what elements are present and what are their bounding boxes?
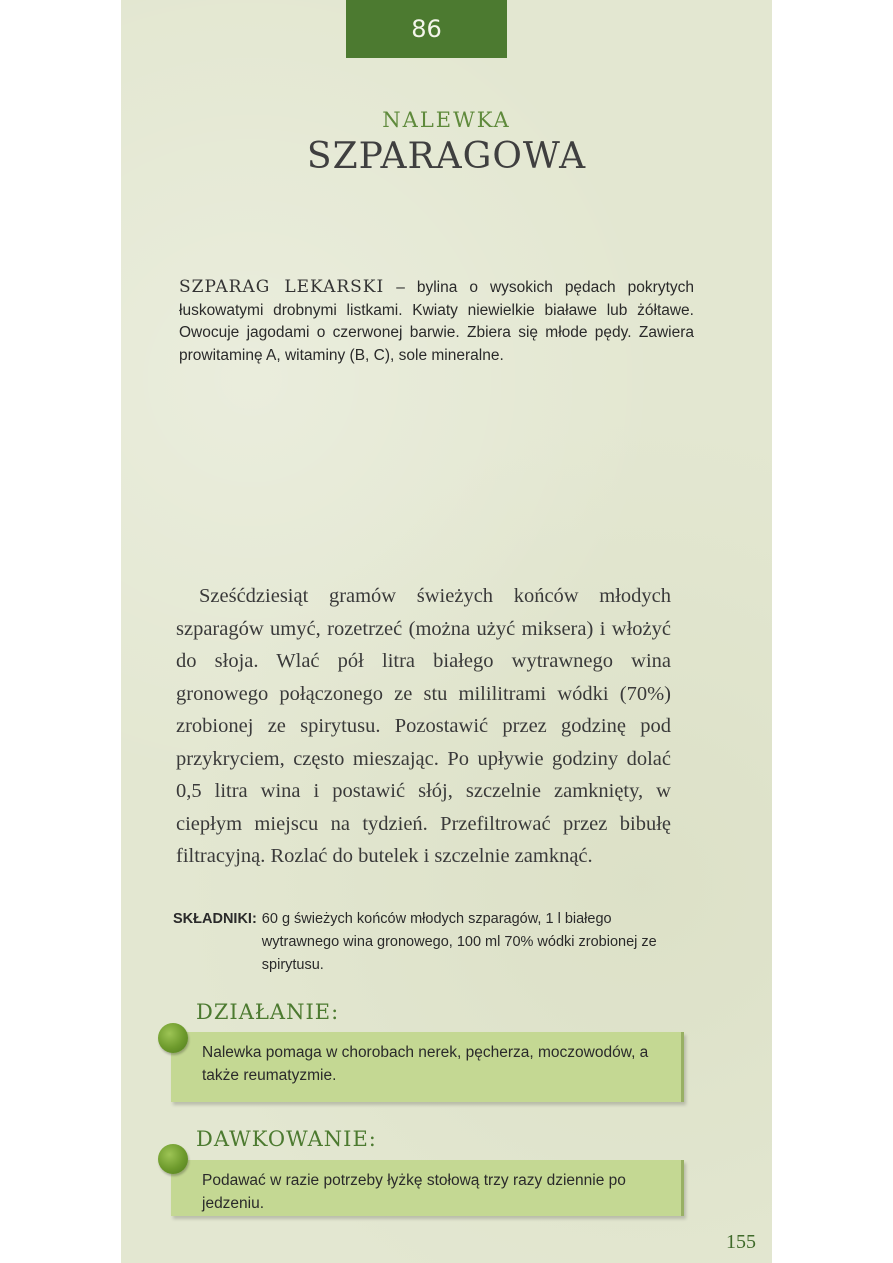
dosage-bullet-icon xyxy=(158,1144,188,1174)
dosage-text: Podawać w razie potrzeby łyżkę stołową trzy razy dziennie po jedzeniu. xyxy=(202,1172,626,1212)
plant-name: SZPARAG LEKARSKI xyxy=(179,277,385,297)
recipe-kicker: NALEWKA xyxy=(382,108,511,132)
page-number: 155 xyxy=(726,1231,756,1253)
plant-description-text: – bylina o wysokich pędach pokrytych łuskowatymi drobnymi listkami. Kwiaty niewielkie białawe lub żółtawe. Owocuje jagodami o czerwonej barwie. Zbiera się młode pędy. Zawiera prowitaminę A, witaminy (B, C), sole mineralne. xyxy=(179,279,694,364)
dosage-box xyxy=(171,1160,684,1216)
plant-description xyxy=(179,276,694,367)
action-heading: DZIAŁANIE: xyxy=(196,1000,340,1024)
action-text: Nalewka pomaga w chorobach nerek, pęcherza, moczowodów, a także reumatyzmie. xyxy=(202,1044,649,1084)
action-bullet-icon xyxy=(158,1023,188,1053)
recipe-number: 86 xyxy=(411,15,442,43)
recipe-title: SZPARAGOWA xyxy=(306,136,587,177)
ingredients-label: SKŁADNIKI: xyxy=(173,911,257,927)
dosage-heading: DAWKOWANIE: xyxy=(196,1127,377,1151)
recipe-number-badge xyxy=(346,0,507,58)
ingredients-text: 60 g świeżych końców młodych szparagów, 1 l białego wytrawnego wina gronowego, 100 ml 70% wódki zrobionej ze spirytusu. xyxy=(261,911,657,973)
ingredients-block xyxy=(173,908,673,977)
action-box xyxy=(171,1032,684,1102)
preparation-instructions: Sześćdziesiąt gramów świeżych końców młodych szparagów umyć, rozetrzeć (można użyć miksera) i włożyć do słoja. Wlać pół litra białego wytrawnego wina gronowego połączonego ze stu mililitrami wódki (70%) zrobionej ze spirytusu. Pozostawić przez godzinę pod przykryciem, często mieszając. Po upływie godziny dolać 0,5 litra wina i postawić słój, szczelnie zamknięty, w ciepłym miejscu na tydzień. Przefiltrować przez bibułę filtracyjną. Rozlać do butelek i szczelnie zamknąć. xyxy=(176,585,671,867)
book-page xyxy=(121,0,772,1263)
